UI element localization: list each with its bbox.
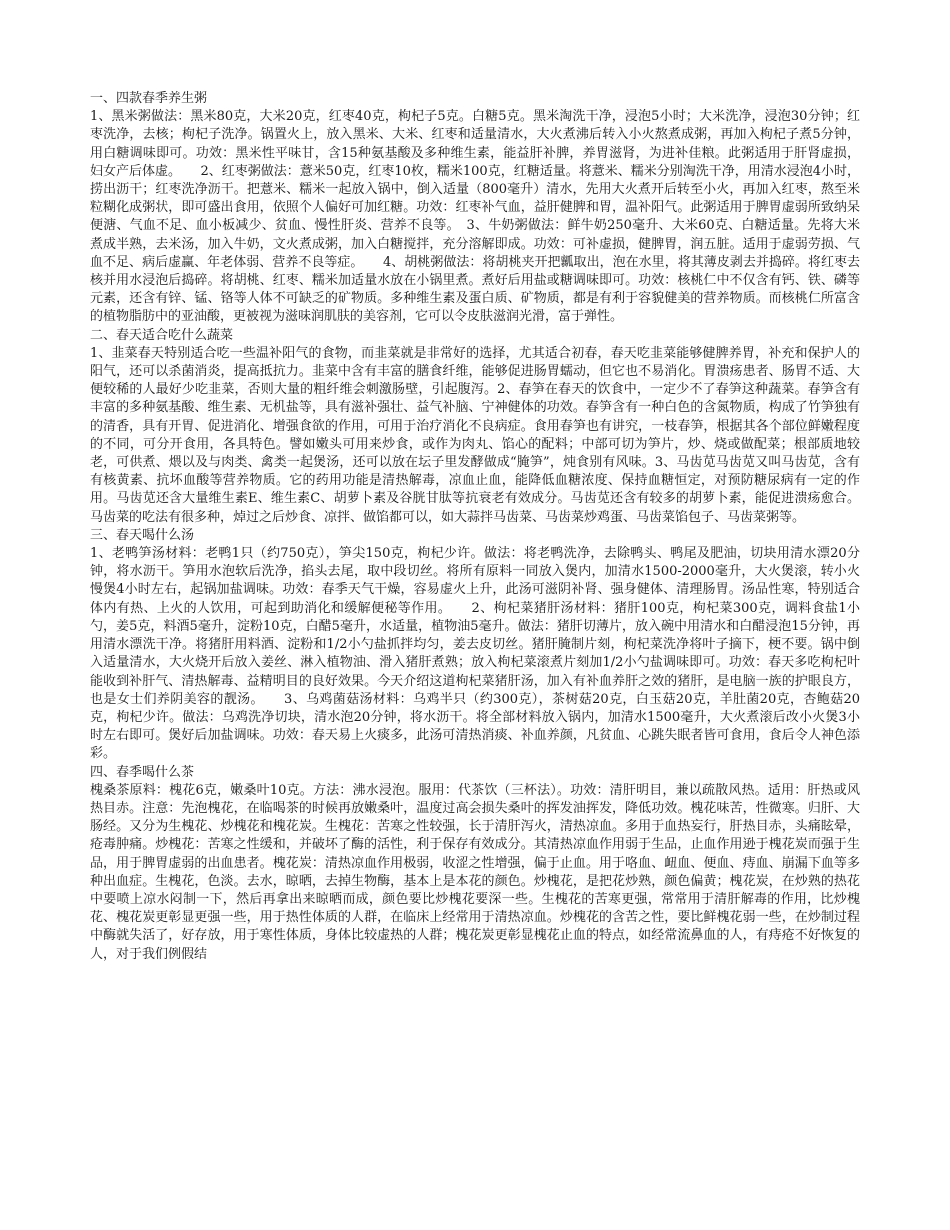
- section-vegetables: [90, 327, 860, 527]
- section-paragraph: 1、老鸭笋汤材料：老鸭1只（约750克），笋尖150克，枸杞少许。做法：将老鸭洗净，去除鸭头、鸭尾及肥油，切块用清水漂20分钟，将水沥干。笋用水泡软后洗净，掐头去尾，取中段切丝。将所有原料一同放入煲内，加清水1500-2000毫升，大火煲滚，转小火慢煲4小时左右，起锅加盐调味。功效：春季天气干燥，容易虚火上升，此汤可滋阴补肾、强身健体、清理肠胃。汤品性寒，特别适合体内有热、上火的人饮用，可起到助消化和缓解便秘等作用。 2、枸杞菜猪肝汤材料：猪肝100克，枸杞菜300克，调料食盐1小勺，姜5克，料酒5毫升，淀粉10克，白醋5毫升，水适量，植物油5毫升。做法：猪肝切薄片，放入碗中用清水和白醋浸泡15分钟，再用清水漂洗干净。将猪肝用料酒、淀粉和1/2小勺盐抓拌均匀，姜去皮切丝。猪肝腌制片刻，枸杞菜洗净将叶子摘下，梗不要。锅中倒入适量清水，大火烧开后放入姜丝、淋入植物油、滑入猪肝煮熟；放入枸杞菜滚煮片刻加1/2小勺盐调味即可。功效：春天多吃枸杞叶能收到补肝气、清热解毒、益精明目的良好效果。今天介绍这道枸杞菜猪肝汤，加入有补血养肝之效的猪肝，是电脑一族的护眼良方，也是女士们养阴美容的靓汤。 3、乌鸡菌菇汤材料：乌鸡半只（约300克），茶树菇20克，白玉菇20克，羊肚菌20克，杏鲍菇20克，枸杞少许。做法：乌鸡洗净切块，清水泡20分钟，将水沥干。将全部材料放入锅内，加清水1500毫升，大火煮滚后改小火煲3小时左右即可。煲好后加盐调味。功效：春天易上火痰多，此汤可清热消痰、补血养颜，凡贫血、心跳失眠者皆可食用，食后令人神色添彩。: [90, 546, 860, 762]
- section-paragraph: 1、韭菜春天特别适合吃一些温补阳气的食物，而韭菜就是非常好的选择，尤其适合初春，春天吃韭菜能够健脾养胃，补充和保护人的阳气，还可以杀菌消炎，提高抵抗力。韭菜中含有丰富的膳食纤维，能够促进肠胃蠕动，但它也不易消化。胃溃疡患者、肠胃不适、大便较稀的人最好少吃韭菜，否则大量的粗纤维会刺激肠壁，引起腹泻。2、春笋在春天的饮食中，一定少不了春笋这种蔬菜。春笋含有丰富的多种氨基酸、维生素、无机盐等，具有滋补强壮、益气补脑、宁神健体的功效。春笋含有一种白色的含氮物质，构成了竹笋独有的清香，具有开胃、促进消化、增强食欲的作用，可用于治疗消化不良病症。食用春笋也有讲究，一枝春笋，根据其各个部位鲜嫩程度的不同，可分开食用，各具特色。譬如嫩头可用来炒食，或作为肉丸、馅心的配料；中部可切为笋片，炒、烧或做配菜；根部质地较老，可供煮、煨以及与肉类、禽类一起煲汤，还可以放在坛子里发酵做成“腌笋”，炖食别有风味。3、马齿苋马齿苋又叫马齿苋，含有有核黄素、抗坏血酸等营养物质。它的药用功能是清热解毒，凉血止血，能降低血糖浓度、保持血糖恒定，对预防糖尿病有一定的作用。马齿苋还含大量维生素E、维生素C、胡萝卜素及谷胱甘肽等抗衰老有效成分。马齿苋还含有较多的胡萝卜素，能促进溃疡愈合。马齿菜的吃法有很多种，焯过之后炒食、凉拌、做馅都可以，如大蒜拌马齿菜、马齿菜炒鸡蛋、马齿菜馅包子、马齿菜粥等。: [90, 345, 860, 525]
- section-heading: 三、春天喝什么汤: [90, 527, 195, 543]
- section-tea: [90, 764, 860, 964]
- section-soups: [90, 527, 860, 764]
- section-porridge: [90, 90, 860, 327]
- document-body: [90, 90, 860, 964]
- section-heading: 一、四款春季养生粥: [90, 91, 208, 106]
- section-heading: 四、春季喝什么茶: [90, 764, 195, 780]
- section-paragraph: 1、黑米粥做法：黑米80克，大米20克，红枣40克，枸杞子5克。白糖5克。黑米淘洗干净，浸泡5小时；大米洗净，浸泡30分钟；红枣洗净，去核；枸杞子洗净。锅置火上，放入黑米、大米、红枣和适量清水，大火煮沸后转入小火熬煮成粥，再加入枸杞子煮5分钟，用白糖调味即可。功效：黑米性平味甘，含15种氨基酸及多种维生素，能益肝补脾，养胃滋肾，为进补佳粮。此粥适用于肝肾虚损，妇女产后体虚。 2、红枣粥做法：薏米50克，红枣10枚，糯米100克，红糖适量。将薏米、糯米分别淘洗干净，用清水浸泡4小时，捞出沥干；红枣洗净沥干。把薏米、糯米一起放入锅中，倒入适量（800毫升）清水，先用大火煮开后转至小火，再加入红枣，熬至米粒糊化成粥状，即可盛出食用，依照个人偏好可加红糖。功效：红枣补气血，益肝健脾和胃，温补阳气。此粥适用于脾胃虚弱所致纳呆便溏、气血不足、血小板减少、贫血、慢性肝炎、营养不良等。 3、牛奶粥做法：鲜牛奶250毫升、大米60克、白糖适量。先将大米煮成半熟，去米汤，加入牛奶，文火煮成粥，加入白糖搅拌，充分溶解即成。功效：可补虚损，健脾胃，润五脏。适用于虚弱劳损、气血不足、病后虚赢、年老体弱、营养不良等症。 4、胡桃粥做法：将胡桃夹开把瓤取出，泡在水里，将其薄皮剥去并捣碎。将红枣去核并用水浸泡后捣碎。将胡桃、红枣、糯米加适量水放在小锅里煮。煮好后用盐或糖调味即可。功效：核桃仁中不仅含有钙、铁、磷等元素，还含有锌、锰、铬等人体不可缺乏的矿物质。多种维生素及蛋白质、矿物质，都是有利于容貌健美的营养物质。而核桃仁所富含的植物脂肪中的亚油酸，更被视为滋味润肌肤的美容剂，它可以令皮肤滋润光滑，富于弹性。: [90, 109, 860, 325]
- section-heading: 二、春天适合吃什么蔬菜: [90, 327, 234, 343]
- section-paragraph: 槐桑茶原料：槐花6克，嫩桑叶10克。方法：沸水浸泡。服用：代茶饮（三杯法）。功效：清肝明目，兼以疏散风热。适用：肝热或风热目赤。注意：先泡槐花，在临喝茶的时候再放嫩桑叶，温度过高会损失桑叶的挥发油挥发，降低功效。槐花味苦，性微寒。归肝、大肠经。又分为生槐花、炒槐花和槐花炭。生槐花：苦寒之性较强，长于清肝泻火，清热凉血。多用于血热妄行，肝热目赤，头痛眩晕，疮毒肿痛。炒槐花：苦寒之性缓和，并破坏了酶的活性，利于保存有效成分。其清热凉血作用弱于生品，止血作用逊于槐花炭而强于生品，用于脾胃虚弱的出血患者。槐花炭：清热凉血作用极弱，收涩之性增强，偏于止血。用于咯血、衄血、便血、痔血、崩漏下血等多种出血症。生槐花，色淡。去水，晾晒，去掉生物酶，基本上是本花的颜色。炒槐花，是把花炒熟，颜色偏黄；槐花炭，在炒熟的热花中要喷上凉水闷制一下，然后再拿出来晾晒而成，颜色要比炒槐花要深一些。生槐花的苦寒更强，常常用于清肝解毒的作用，比炒槐花、槐花炭更彰显更强一些，用于热性体质的人群，在临床上经常用于清热凉血。炒槐花的含苦之性，要比鲜槐花弱一些，在炒制过程中酶就失活了，好存放，用于寒性体质，身体比较虚热的人群；槐花炭更彰显槐花止血的特点，如经常流鼻血的人，有痔疮不好恢复的人，对于我们例假结: [90, 782, 860, 962]
